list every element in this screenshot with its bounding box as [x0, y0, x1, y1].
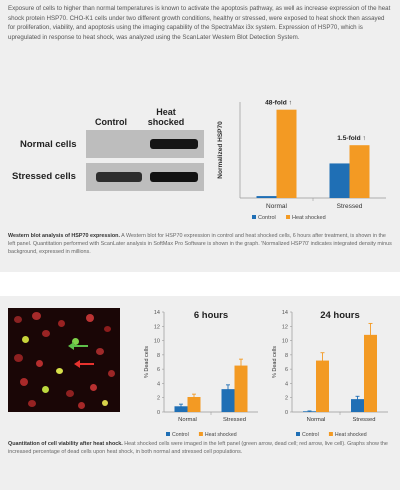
legend-swatch-control: [296, 432, 300, 436]
y-tick-label: 8: [156, 352, 160, 359]
legend-label: Heat shocked: [292, 215, 326, 221]
y-tick-label: 10: [281, 338, 288, 345]
blot-header-heat-line2: shocked: [147, 117, 185, 127]
y-tick-label: 6: [156, 367, 160, 374]
x-tick-label: Normal: [178, 417, 197, 423]
y-tick-label: 10: [153, 338, 160, 345]
y-tick-label: 4: [284, 381, 288, 388]
legend-swatch-heat-shocked: [329, 432, 333, 436]
y-tick-label: 0: [156, 410, 160, 416]
y-tick-label: 12: [281, 324, 288, 331]
blot-row-stressed: Stressed cells: [12, 171, 76, 182]
y-tick-label: 14: [153, 310, 160, 316]
y-tick-label: 0: [284, 410, 288, 416]
caption-western-blot-title: Western blot analysis of HSP70 expression.: [8, 233, 120, 239]
hsp70-chart: [210, 96, 396, 224]
y-tick-label: 2: [284, 395, 288, 402]
legend-label: Heat shocked: [334, 432, 367, 438]
bar-heat-shocked: [364, 335, 377, 412]
bar-control: [330, 163, 350, 198]
blot-band-stressed-heat: [150, 172, 198, 182]
legend-swatch-heat-shocked: [199, 432, 203, 436]
red-arrowhead-icon: [74, 360, 80, 368]
intro-paragraph: Exposure of cells to higher than normal temperatures is known to activate the apoptosis pathway, as well as increase expression of the heat shock protein HSP70. CHO-K1 cells under two different growth conditions, healthy or stressed, were exposed to heat shock then assayed for proliferation, viability, and apoptosis using the imaging capability of the SpectraMax i3x system. Expression of HSP70, which is upregulated in response to heat shock, was analyzed using the ScanLater Western Blot Detection System.: [8, 5, 391, 41]
bar-control: [257, 196, 277, 198]
y-tick-label: 6: [284, 367, 288, 374]
chart-title: 6 hours: [193, 310, 229, 321]
blot-strip-normal: [86, 130, 204, 158]
fold-change-annotation: 48-fold ↑: [265, 99, 292, 107]
blot-header-control: Control: [95, 117, 127, 127]
caption-western-blot: [8, 232, 394, 257]
chart-title: 24 hours: [320, 310, 360, 321]
legend-label: Control: [302, 432, 319, 438]
caption-viability-title: Quantitation of cell viability after heat shock.: [8, 441, 123, 447]
caption-western-blot-text: A Western blot for HSP70 expression in control and heat shocked cells, 6 hours after treatment, is shown in the left panel. Quantitation performed with ScanLater analysis in SoftMax Pro Software is shown in the graph. 'Normalized HSP70' indicates integrated density minus background, expressed in millions.: [8, 233, 392, 256]
legend-swatch-control: [252, 215, 256, 219]
x-tick-label: Stressed: [336, 203, 363, 210]
legend-label: Heat shocked: [204, 432, 237, 438]
y-tick-label: 14: [281, 310, 288, 316]
blot-band-stressed-control: [96, 172, 142, 182]
green-arrowhead-icon: [68, 342, 74, 350]
y-tick-label: 4: [156, 381, 160, 388]
y-axis-label: % Dead cells: [272, 345, 278, 379]
dead-cells-6h-chart: [142, 302, 264, 442]
blot-row-normal: Normal cells: [20, 139, 77, 150]
blot-strip-stressed: [86, 163, 204, 191]
x-tick-label: Stressed: [352, 417, 376, 423]
blot-band-normal-heat: [150, 139, 198, 149]
bar-heat-shocked: [277, 110, 297, 198]
fold-change-annotation: 1.5-fold ↑: [337, 135, 366, 143]
blot-header-heat: [134, 107, 198, 127]
microscopy-image: [8, 308, 120, 412]
legend-label: Control: [172, 432, 189, 438]
legend-swatch-control: [166, 432, 170, 436]
y-tick-label: 2: [156, 395, 160, 402]
x-tick-label: Stressed: [223, 417, 246, 423]
caption-viability-text: Heat shocked cells were imaged in the left panel (green arrow, dead cell; red arrow, live cell). Graphs show the increased percentage of dead cells upon heat shock, in both normal and stressed cell populations.: [8, 441, 388, 456]
y-tick-label: 12: [153, 324, 160, 331]
y-axis-label: % Dead cells: [144, 345, 150, 379]
dead-cells-24h-chart: [270, 302, 396, 442]
x-tick-label: Normal: [306, 417, 326, 423]
blot-header-heat-line1: Heat: [156, 107, 176, 117]
y-tick-label: 8: [284, 352, 288, 359]
caption-viability: [8, 440, 394, 456]
bar-heat-shocked: [235, 366, 248, 412]
bar-heat-shocked: [350, 145, 370, 198]
y-axis-label: Normalized HSP70: [217, 121, 224, 179]
legend-swatch-heat-shocked: [286, 215, 290, 219]
cell-arrows: [8, 308, 120, 412]
legend-label: Control: [258, 215, 276, 221]
x-tick-label: Normal: [266, 203, 287, 210]
